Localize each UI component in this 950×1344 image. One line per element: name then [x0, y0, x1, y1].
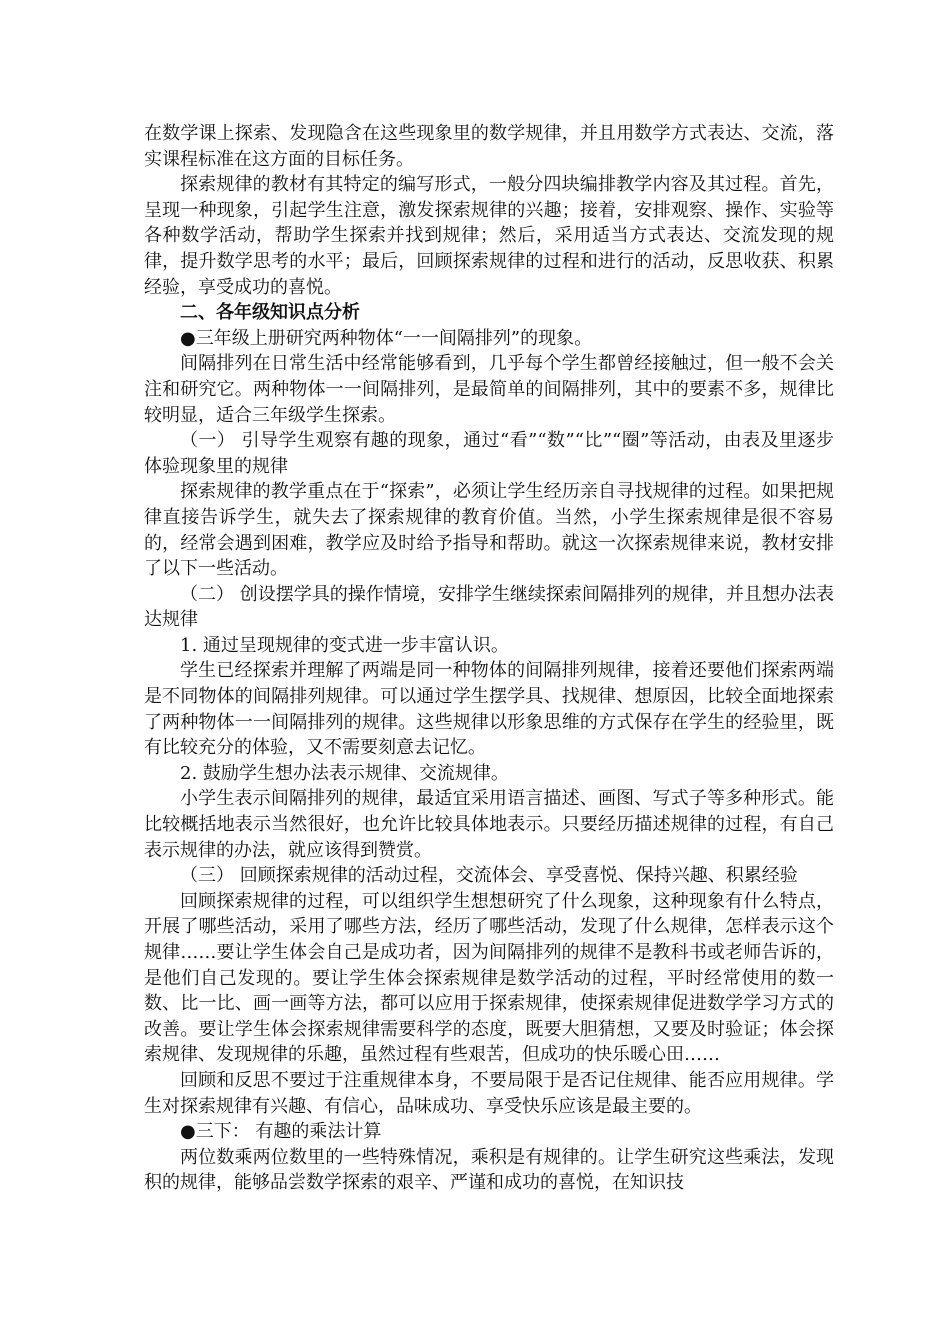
paragraph-interval-arrangement: 间隔排列在日常生活中经常能够看到，几乎每个学生都曾经接触过，但一般不会关注和研究它。两种物体一一间隔排列，是最简单的间隔排列，其中的要素不多，规律比较明显，适合三年级学生探索。: [144, 353, 834, 426]
paragraph-review-process: 回顾探索规律的过程，可以组织学生想想研究了什么现象，这种现象有什么特点，开展了哪些活动，采用了哪些方法，经历了哪些活动，发现了什么规律，怎样表示这个规律……要让学生体会自己是成功者，因为间隔排列的规律不是教科书或老师告诉的，是他们自己发现的。要让学生体会探索规律是数学活动的过程，平时经常使用的数一数、比一比、画一画等方法，都可以应用于探索规律，使探索规律促进数学学习方式的改善。要让学生体会探索规律需要科学的态度，既要大胆猜想，又要及时验证；体会探索规律、发现规律的乐趣，虽然过程有些艰苦，但成功的快乐暖心田……: [144, 890, 834, 1066]
paragraph-teaching-focus: 探索规律的教学重点在于“探索”，必须让学生经历亲自寻找规律的过程。如果把规律直接告诉学生，就失去了探索规律的教育价值。当然，小学生探索规律是很不容易的，经常会遇到困难，教学应及时给予指导和帮助。就这一次探索规律来说，教材安排了以下一些活动。: [144, 481, 834, 580]
numbered-item-2: 2. 鼓励学生想办法表示规律、交流规律。: [180, 762, 509, 784]
document-page: [144, 121, 834, 1196]
numbered-item-1: 1. 通过呈现规律的变式进一步丰富认识。: [180, 634, 509, 656]
paragraph-variations: 学生已经探索并理解了两端是同一种物体的间隔排列规律，接着还要他们探索两端是不同物体的间隔排列规律。可以通过学生摆学具、找规律、想原因，比较全面地探索了两种物体一一间隔排列的规律。这些规律以形象思维的方式保存在学生的经验里，既有比较充分的体验，又不需要刻意去记忆。: [144, 660, 834, 759]
section-heading: 二、各年级知识点分析: [180, 302, 360, 324]
subheading-two: （二） 创设摆学具的操作情境，安排学生继续探索间隔排列的规律，并且想办法表达规律: [144, 583, 834, 631]
paragraph-multiplication: 两位数乘两位数里的一些特殊情况，乘积是有规律的。让学生研究这些乘法，发现积的规律，能够品尝数学探索的艰辛、严谨和成功的喜悦，在知识技: [144, 1146, 834, 1194]
subheading-three: （三） 回顾探索规律的活动过程，交流体会、享受喜悦、保持兴趣、积累经验: [180, 865, 798, 887]
paragraph-textbook-structure: 探索规律的教材有其特定的编写形式，一般分四块编排教学内容及其过程。首先，呈现一种现象，引起学生注意，激发探索规律的兴趣；接着，安排观察、操作、实验等各种数学活动，帮助学生探索并找到规律；然后，采用适当方式表达、交流发现的规律，提升数学思考的水平；最后，回顾探索规律的过程和进行的活动，反思收获、积累经验，享受成功的喜悦。: [144, 174, 834, 298]
paragraph-representation: 小学生表示间隔排列的规律，最适宜采用语言描述、画图、写式子等多种形式。能比较概括地表示当然很好，也允许比较具体地表示。只要经历描述规律的过程，有自己表示规律的办法，就应该得到赞赏。: [144, 788, 834, 861]
paragraph-intro-continuation: 在数学课上探索、发现隐含在这些现象里的数学规律，并且用数学方式表达、交流，落实课程标准在这方面的目标任务。: [144, 123, 834, 170]
bullet-grade3-lower: ●三下： 有趣的乘法计算: [180, 1121, 382, 1143]
bullet-grade3-upper: ●三年级上册研究两种物体“一一间隔排列”的现象。: [180, 327, 593, 349]
paragraph-reflection: 回顾和反思不要过于注重规律本身，不要局限于是否记住规律、能否应用规律。学生对探索规律有兴趣、有信心，品味成功、享受快乐应该是最主要的。: [144, 1069, 834, 1117]
subheading-one: （一） 引导学生观察有趣的现象，通过“看”“数”“比”“圈”等活动，由表及里逐步体验现象里的规律: [144, 430, 834, 477]
